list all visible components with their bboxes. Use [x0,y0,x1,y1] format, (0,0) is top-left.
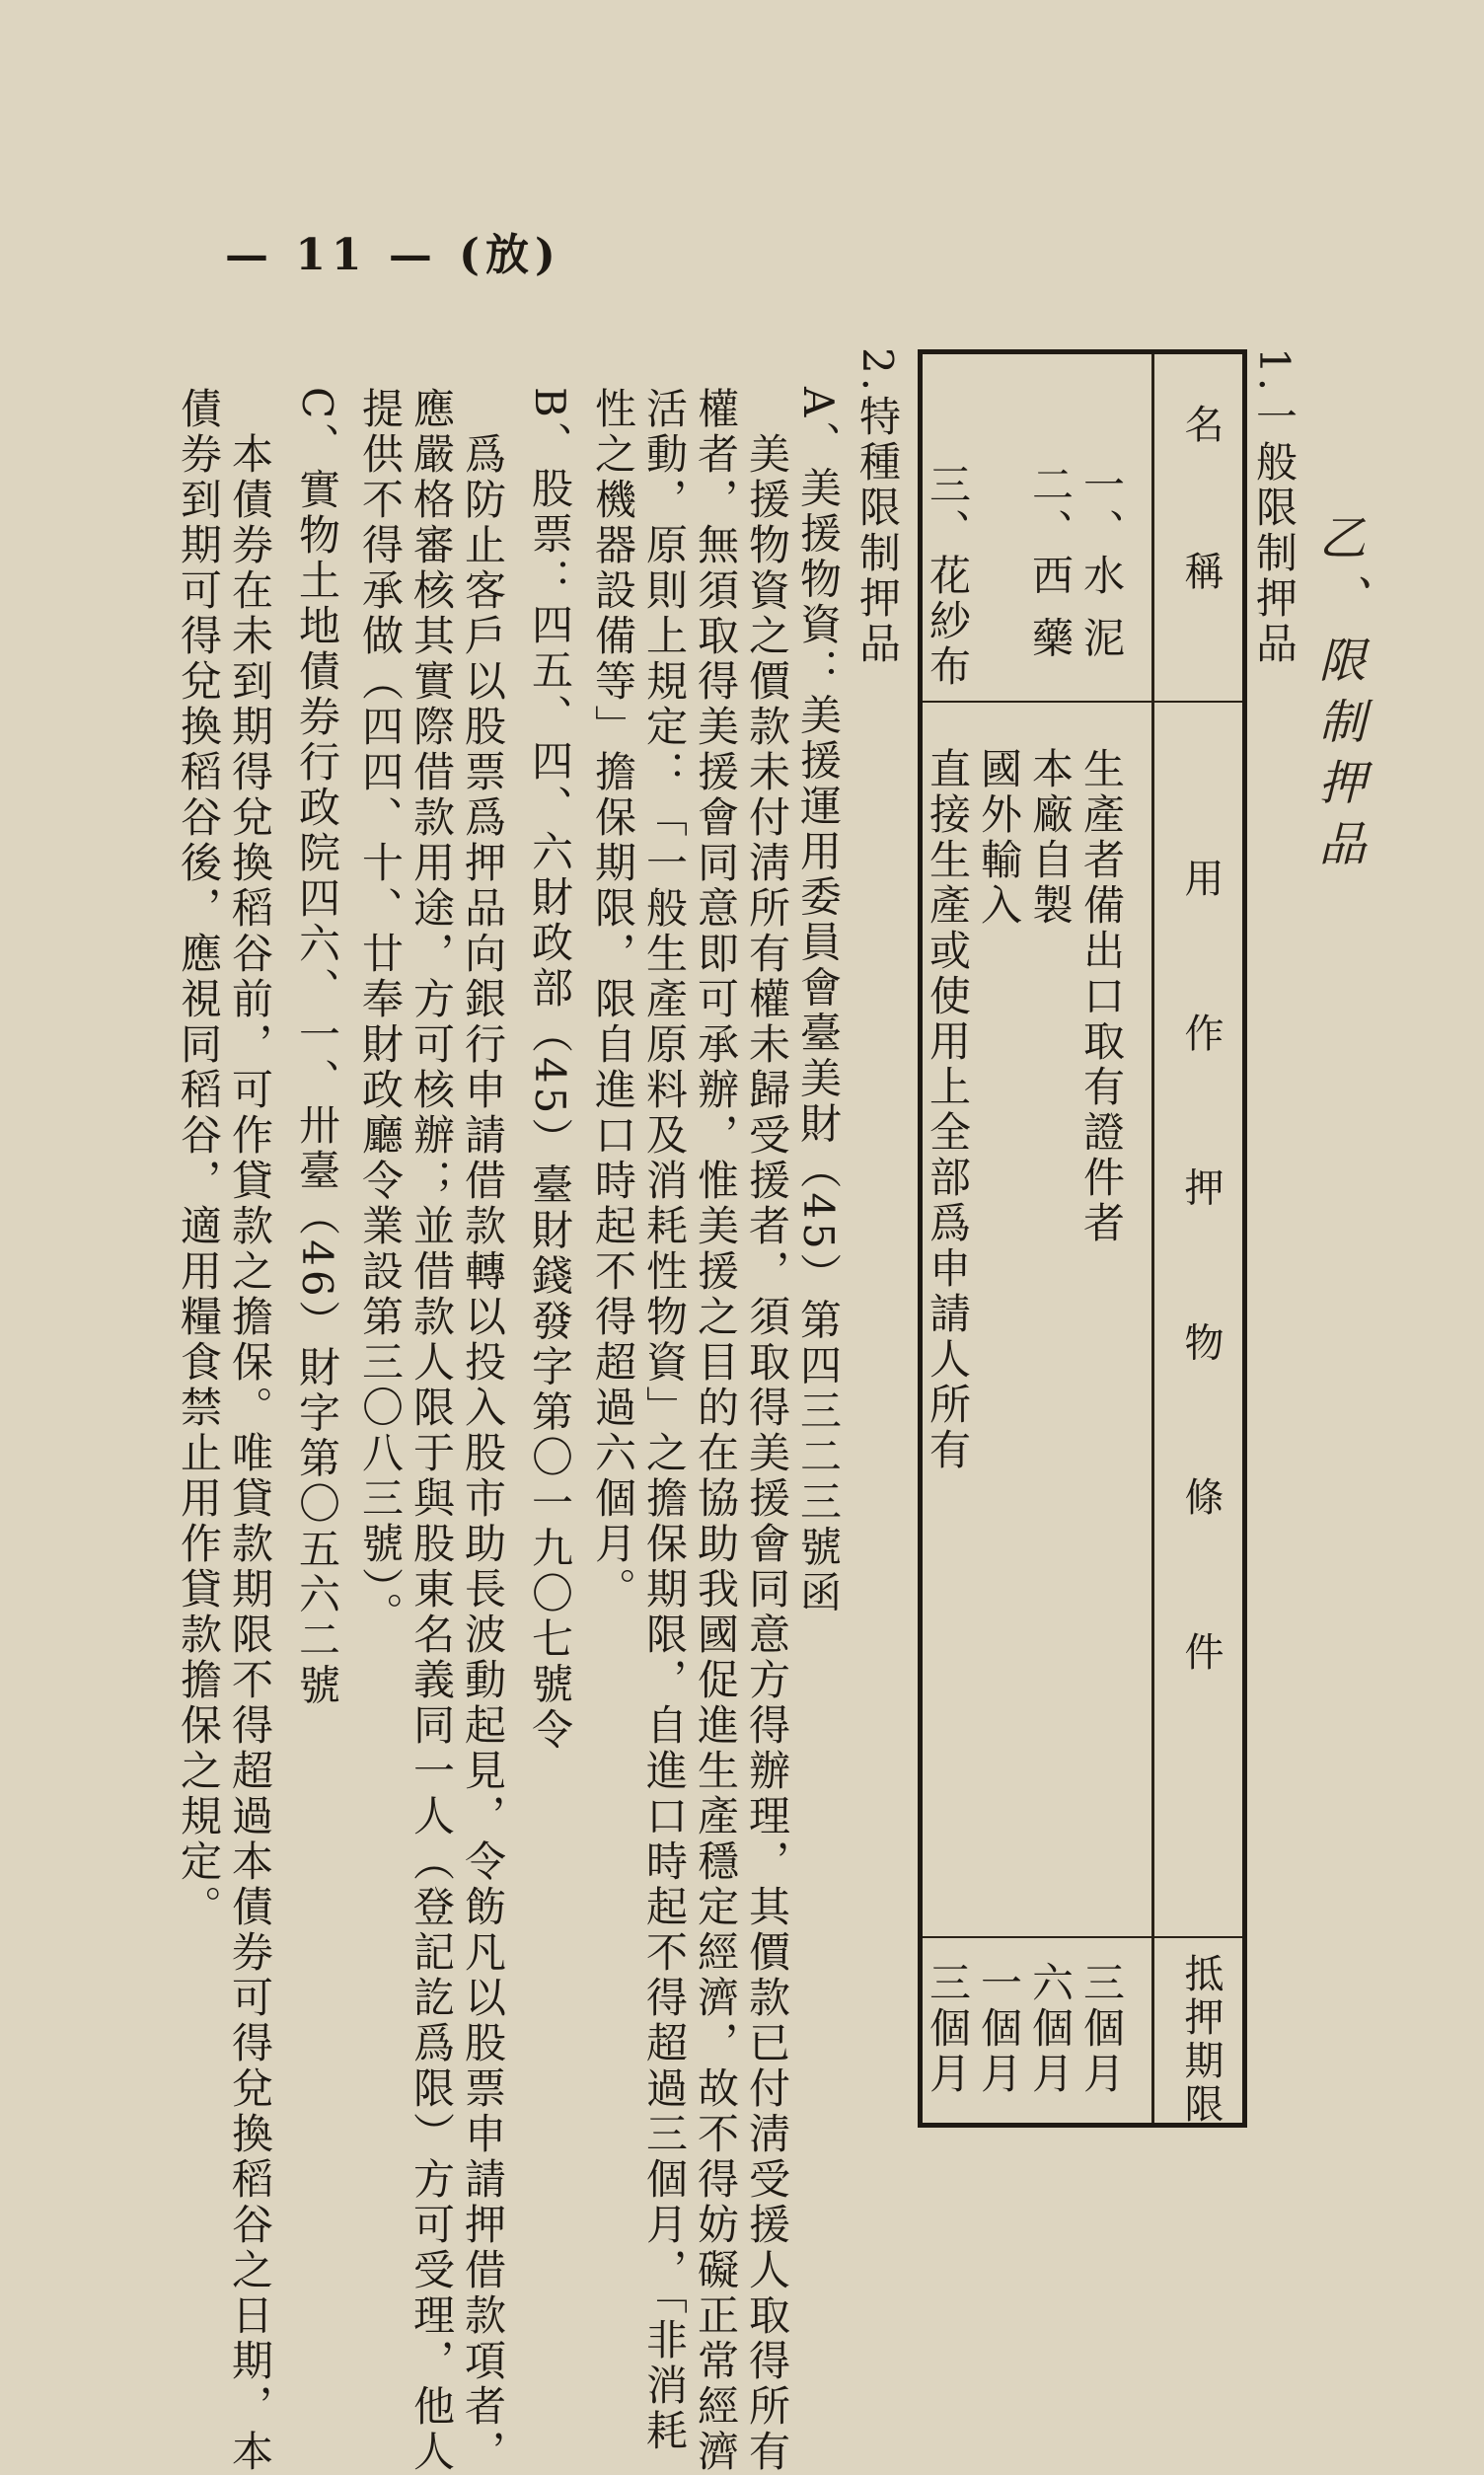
table-header-condition: 用 作 押 物 條 件 [1178,858,1224,1722]
table-row-condition: 本廠自製 [1026,747,1075,929]
special-line: 美援物資之價款未付淸所有權未歸受援者，須取得美援會同意方得辦理，其價款已付淸受援人取得所有 [743,387,791,2475]
table-row-name: 三、花紗布 [924,463,972,690]
special-line: 爲防止客戶以股票爲押品向銀行申請借款轉以投入股市助長波動起見，令飭凡以股票申請押借款項者， [459,387,507,2475]
table-row-period: 六個月 [1026,1961,1075,2097]
table-row-condition: 生產者備出口取有證件者 [1077,747,1126,1246]
table-header-period: 抵押期限 [1178,1953,1224,2127]
special-line: B、股票：四五、四、六財政部（45）臺財錢發字第〇一九〇七號令 [526,387,574,1754]
special-line: C、實物土地債券行政院四六、一、卅臺（46）財字第〇五六二號 [293,387,341,1709]
general-heading: 1.一般限制押品 [1250,347,1298,668]
restriction-table [918,349,1247,2128]
table-row-period: 一個月 [975,1961,1023,2097]
special-heading: 2.特種限制押品 [853,347,902,668]
table-row-name: 二、西 藥 [1026,463,1075,662]
table-divider [923,701,1242,703]
special-line: 提供不得承做（四四、十、廿奉財政廳令業設第三〇八三號）。 [356,387,405,1637]
special-line: 應嚴格審核其實際借款用途，方可核辦；並借款人限于與股東名義同一人（登記訖爲限）方可受理，他人 [408,387,456,2475]
special-line: 權者，無須取得美援會同意即可承辦，惟美援之目的在協助我國促進生產穩定經濟，故不得妨礙正常經濟 [692,387,740,2475]
table-row-condition: 直接生產或使用上全部爲申請人所有 [924,747,972,1473]
page-number: — 11 — (放) [225,230,561,280]
table-row-name: 一、水 泥 [1077,463,1126,662]
table-divider [923,1936,1242,1938]
special-line: 性之機器設備等」擔保期限，限自進口時起不得超過六個月。 [589,387,637,1612]
table-divider [1151,354,1154,2123]
special-line: 本債券在未到期得兌換稻谷前，可作貸款之擔保。唯貸款期限不得超過本債券可得兌換稻谷之日期，本 [226,387,274,2475]
special-line: A、美援物資：美援運用委員會臺美財（45）第四三二三號函 [794,387,843,1616]
table-row-condition: 國外輸入 [975,747,1023,929]
table-header-name: 名 稱 [1178,404,1224,638]
table-row-period: 三個月 [924,1961,972,2097]
special-line: 活動，原則上規定：「一般生產原料及消耗性物資」之擔保期限，自進口時起不得超過三個月，「非消耗 [640,387,689,2454]
special-line: 債券到期可得兌換稻谷後，應視同稻谷，適用糧食禁止用作貸款擔保之規定。 [175,387,223,1930]
table-row-period: 三個月 [1077,1961,1126,2097]
section-heading: 乙、限制押品 [1310,513,1366,880]
